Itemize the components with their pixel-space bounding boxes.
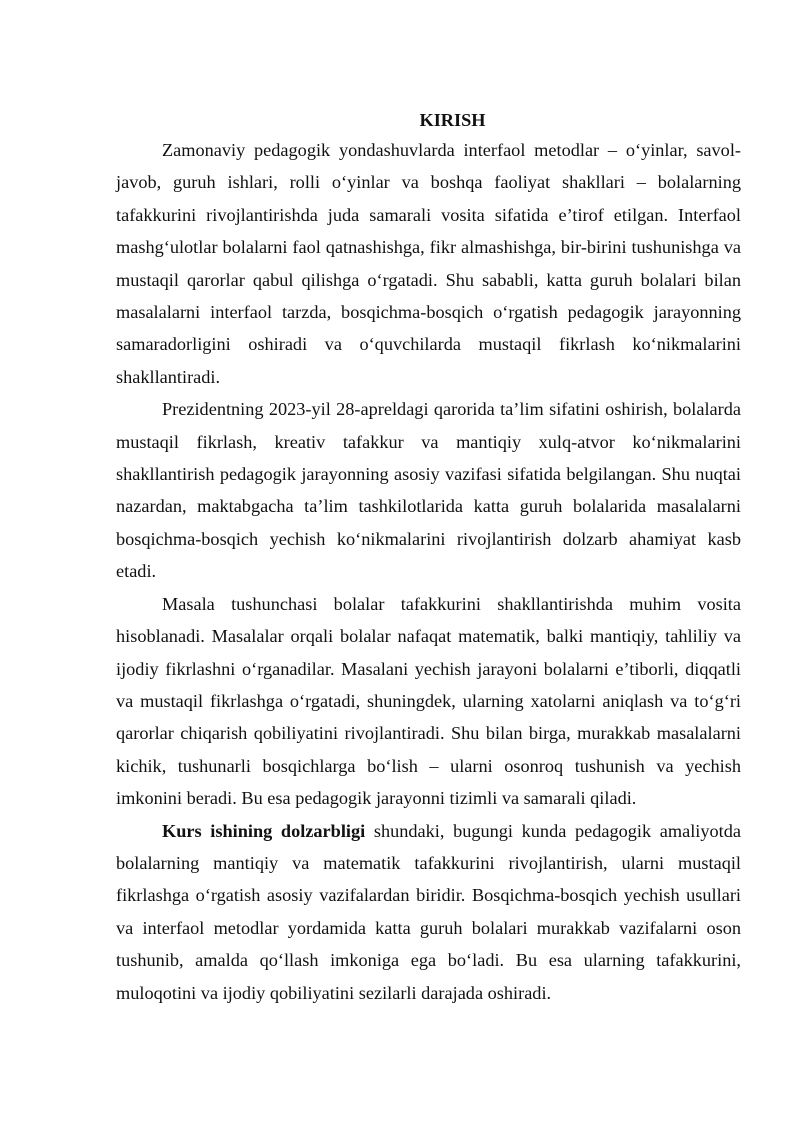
section-heading: KIRISH bbox=[419, 110, 486, 130]
paragraph-text: shundaki, bugungi kunda pedagogik amaliyotda bolalarning mantiqiy va matematik tafakkurini rivojlantirish, ularni mustaqil fikrlashga o‘rgatish asosiy vazifalardan biridir. Bosqichma-bosqich yechish usullari va interfaol metodlar yordamida katta guruh bolalari murakkab vazifalarni oson tushunib, amalda qo‘llash imkoniga ega bo‘ladi. Bu esa ularning tafakkurini, muloqotini va ijodiy qobiliyatini sezilarli darajada oshiradi. bbox=[116, 820, 741, 1003]
paragraph-relevance bbox=[116, 815, 741, 1009]
relevance-bold-lead: Kurs ishining dolzarbligi bbox=[162, 820, 366, 841]
paragraph-president-decree bbox=[116, 393, 741, 587]
document-body bbox=[116, 106, 741, 1009]
paragraph-text: Prezidentning 2023-yil 28-apreldagi qarorida ta’lim sifatini oshirish, bolalarda mustaqil fikrlash, kreativ tafakkur va mantiqiy xulq-atvor ko‘nikmalarini shakllantirish pedagogik jarayonning asosiy vazifasi sifatida belgilangan. Shu nuqtai nazardan, maktabgacha ta’lim tashkilotlarida katta guruh bolalarida masalalarni bosqichma-bosqich yechish ko‘nikmalarini rivojlantirish dolzarb ahamiyat kasb etadi. bbox=[116, 399, 741, 582]
paragraph-text: Zamonaviy pedagogik yondashuvlarda interfaol metodlar – o‘yinlar, savol-javob, guruh ishlari, rolli o‘yinlar va boshqa faoliyat shakllari – bolalarning tafakkurini rivojlantirishda juda samarali vosita sifatida e’tirof etilgan. Interfaol mashg‘ulotlar bolalarni faol qatnashishga, fikr almashishga, bir-birini tushunishga va mustaqil qarorlar qabul qilishga o‘rgatadi. Shu sababli, katta guruh bolalari bilan masalalarni interfaol tarzda, bosqichma-bosqich o‘rgatish pedagogik jarayonning samaradorligini oshiradi va o‘quvchilarda mustaqil fikrlash ko‘nikmalarini shakllantiradi. bbox=[116, 140, 741, 387]
paragraph-problem-concept bbox=[116, 588, 741, 815]
paragraph-text: Masala tushunchasi bolalar tafakkurini shakllantirishda muhim vosita hisoblanadi. Masalalar orqali bolalar nafaqat matematik, balki mantiqiy, tahliliy va ijodiy fikrlashni o‘rganadilar. Masalani yechish jarayoni bolalarni e’tiborli, diqqatli va mustaqil fikrlashga o‘rgatadi, shuningdek, ularning xatolarni aniqlash va to‘g‘ri qarorlar chiqarish qobiliyatini rivojlantiradi. Shu bilan birga, murakkab masalalarni kichik, tushunarli bosqichlarga bo‘lish – ularni osonroq tushunish va yechish imkonini beradi. Bu esa pedagogik jarayonni tizimli va samarali qiladi. bbox=[116, 593, 741, 809]
paragraph-intro bbox=[116, 134, 741, 393]
